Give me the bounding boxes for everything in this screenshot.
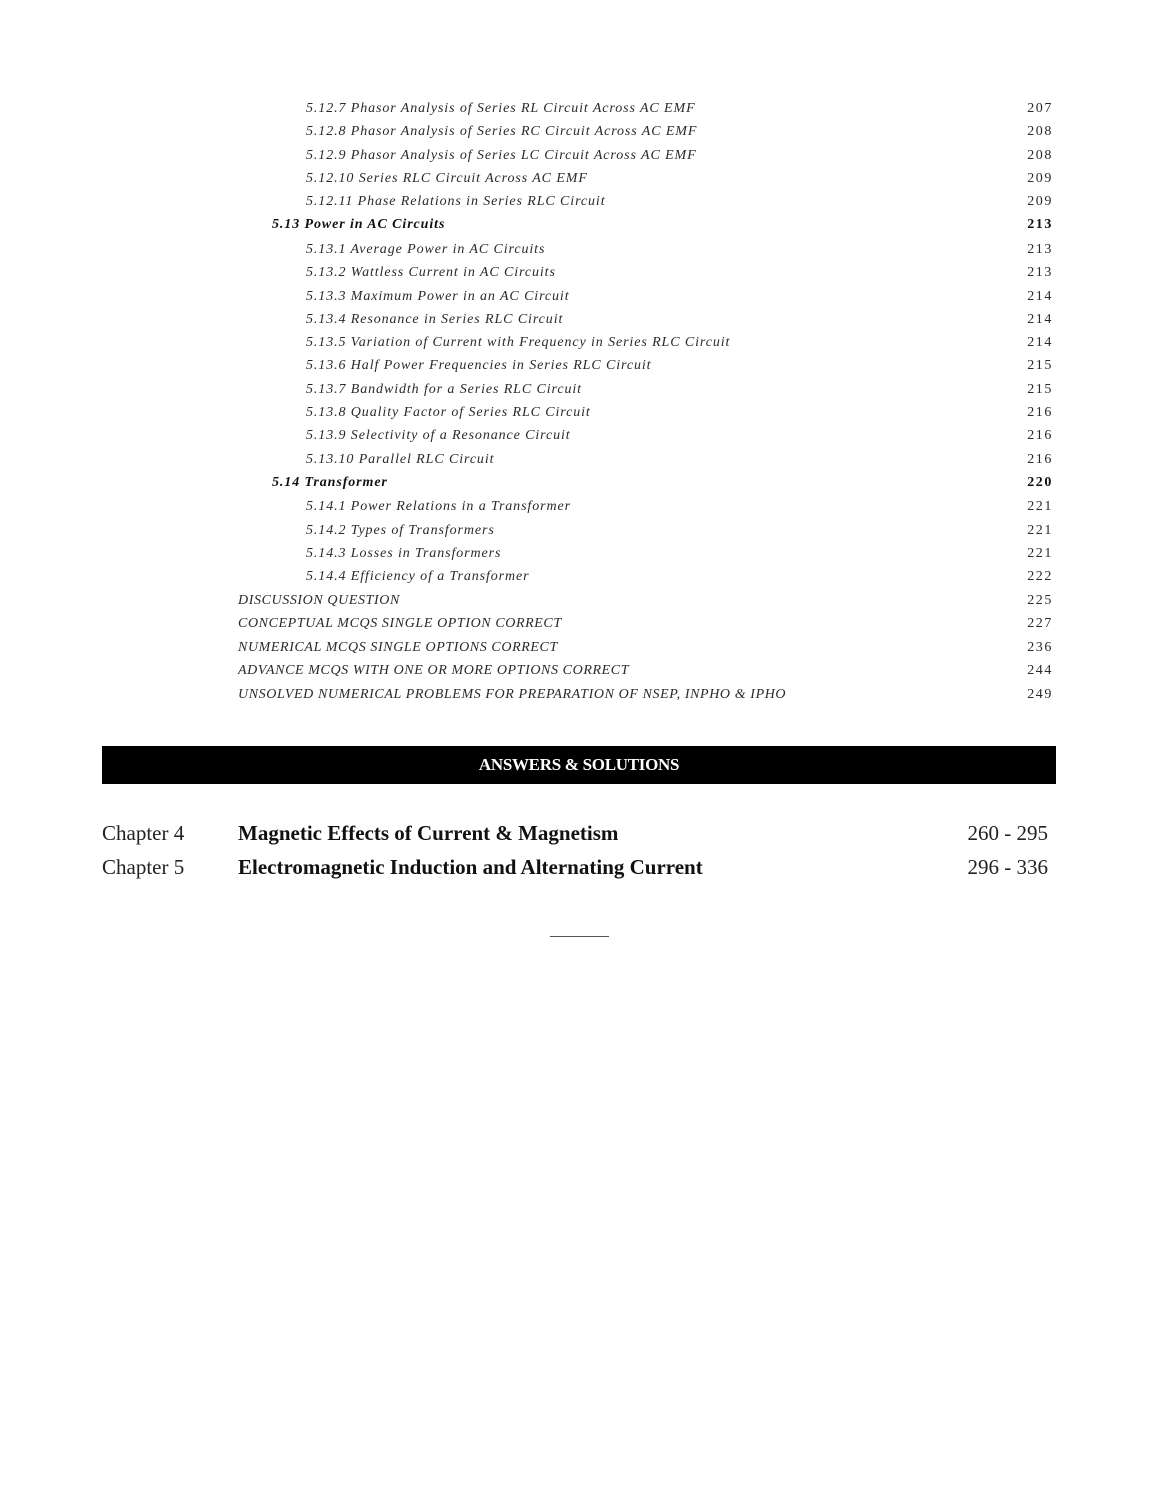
toc-entry-page: 221	[1027, 546, 1053, 562]
toc-entry-page: 215	[1027, 381, 1053, 397]
toc-entry-title: ADVANCE MCQS WITH ONE OR MORE OPTIONS CORRECT	[238, 663, 630, 679]
toc-entry-page: 225	[1027, 592, 1053, 608]
toc-entry-title: 5.13.3 Maximum Power in an AC Circuit	[306, 288, 570, 304]
toc-entry-title: 5.13.1 Average Power in AC Circuits	[306, 241, 546, 257]
toc-entry-title: 5.12.8 Phasor Analysis of Series RC Circuit Across AC EMF	[306, 124, 698, 140]
toc-entry-title: 5.12.9 Phasor Analysis of Series LC Circuit Across AC EMF	[306, 147, 697, 163]
toc-entry-page: 244	[1027, 663, 1053, 679]
table-of-contents	[0, 98, 1159, 708]
toc-entry-page: 208	[1027, 124, 1053, 140]
toc-subsection-entry[interactable]	[0, 309, 1159, 332]
toc-entry-title: 5.12.11 Phase Relations in Series RLC Circuit	[306, 194, 606, 210]
toc-subsection-entry[interactable]	[0, 191, 1159, 214]
chapter-name: Electromagnetic Induction and Alternating Current	[238, 855, 703, 879]
toc-entry-page: 220	[1027, 474, 1053, 490]
toc-subsection-entry[interactable]	[0, 168, 1159, 191]
chapter-pages: 296 - 336	[967, 855, 1048, 879]
toc-entry-title: 5.14.2 Types of Transformers	[306, 522, 495, 538]
toc-subsection-entry[interactable]	[0, 239, 1159, 262]
toc-subsection-entry[interactable]	[0, 121, 1159, 144]
toc-subsection-entry[interactable]	[0, 262, 1159, 285]
chapter-label: Chapter 5	[102, 855, 185, 879]
toc-entry-title: 5.13.6 Half Power Frequencies in Series RLC Circuit	[306, 358, 652, 374]
toc-subsection-entry[interactable]	[0, 145, 1159, 168]
toc-entry-title: CONCEPTUAL MCQS SINGLE OPTION CORRECT	[238, 616, 562, 632]
toc-entry-page: 216	[1027, 405, 1053, 421]
toc-entry-title: 5.13.7 Bandwidth for a Series RLC Circuit	[306, 381, 582, 397]
toc-entry-title: 5.14 Transformer	[272, 474, 388, 490]
toc-entry-title: 5.13 Power in AC Circuits	[272, 217, 446, 233]
chapter-pages: 260 - 295	[967, 821, 1048, 845]
toc-entry-page: 215	[1027, 358, 1053, 374]
toc-entry-page: 214	[1027, 311, 1053, 327]
toc-entry-page: 208	[1027, 147, 1053, 163]
toc-entry-title: 5.13.4 Resonance in Series RLC Circuit	[306, 311, 564, 327]
banner-title: ANSWERS & SOLUTIONS	[478, 755, 680, 774]
toc-entry-page: 227	[1027, 616, 1053, 632]
toc-section-entry[interactable]	[0, 637, 1159, 661]
toc-subsection-entry[interactable]	[0, 379, 1159, 402]
chapter-row[interactable]	[0, 818, 1159, 852]
toc-entry-title: 5.13.8 Quality Factor of Series RLC Circuit	[306, 405, 591, 421]
toc-entry-page: 216	[1027, 451, 1053, 467]
toc-entry-page: 214	[1027, 335, 1053, 351]
toc-subsection-entry[interactable]	[0, 449, 1159, 472]
toc-subsection-entry[interactable]	[0, 332, 1159, 355]
toc-entry-page: 221	[1027, 522, 1053, 538]
toc-entry-page: 214	[1027, 288, 1053, 304]
toc-entry-page: 207	[1027, 101, 1053, 116]
toc-subsection-entry[interactable]	[0, 355, 1159, 378]
toc-heading-entry[interactable]	[0, 472, 1159, 497]
toc-entry-page: 213	[1027, 241, 1053, 257]
toc-subsection-entry[interactable]	[0, 402, 1159, 425]
answers-chapter-list	[0, 818, 1159, 886]
toc-entry-page: 221	[1027, 499, 1053, 515]
toc-entry-page: 213	[1027, 217, 1053, 233]
toc-entry-page: 213	[1027, 265, 1053, 281]
toc-subsection-entry[interactable]	[0, 520, 1159, 543]
toc-entry-title: 5.12.7 Phasor Analysis of Series RL Circuit Across AC EMF	[306, 101, 696, 116]
toc-entry-title: 5.14.3 Losses in Transformers	[306, 546, 502, 562]
toc-subsection-entry[interactable]	[0, 98, 1159, 121]
toc-entry-title: 5.13.5 Variation of Current with Frequency in Series RLC Circuit	[306, 335, 731, 351]
toc-entry-title: DISCUSSION QUESTION	[238, 592, 400, 608]
chapter-name: Magnetic Effects of Current & Magnetism	[238, 821, 619, 845]
toc-entry-page: 216	[1027, 428, 1053, 444]
toc-entry-title: 5.13.2 Wattless Current in AC Circuits	[306, 265, 556, 281]
toc-entry-title: 5.13.10 Parallel RLC Circuit	[306, 451, 495, 467]
toc-entry-title: UNSOLVED NUMERICAL PROBLEMS FOR PREPARATION OF NSEP, INPHO & IPHO	[238, 687, 787, 703]
toc-section-entry[interactable]	[0, 684, 1159, 708]
toc-subsection-entry[interactable]	[0, 566, 1159, 589]
end-divider	[550, 936, 609, 937]
chapter-row[interactable]	[0, 852, 1159, 886]
answers-solutions-banner	[102, 746, 1056, 784]
toc-section-entry[interactable]	[0, 613, 1159, 637]
toc-entry-page: 249	[1027, 687, 1053, 703]
toc-entry-page: 209	[1027, 194, 1053, 210]
toc-heading-entry[interactable]	[0, 214, 1159, 239]
toc-entry-title: 5.14.1 Power Relations in a Transformer	[306, 499, 571, 515]
toc-entry-page: 236	[1027, 639, 1053, 655]
toc-entry-title: NUMERICAL MCQS SINGLE OPTIONS CORRECT	[238, 639, 558, 655]
toc-section-entry[interactable]	[0, 590, 1159, 614]
toc-entry-page: 209	[1027, 170, 1053, 186]
toc-entry-title: 5.14.4 Efficiency of a Transformer	[306, 569, 530, 585]
toc-subsection-entry[interactable]	[0, 496, 1159, 519]
toc-subsection-entry[interactable]	[0, 425, 1159, 448]
toc-entry-title: 5.13.9 Selectivity of a Resonance Circuit	[306, 428, 571, 444]
toc-entry-page: 222	[1027, 569, 1053, 585]
toc-section-entry[interactable]	[0, 660, 1159, 684]
toc-subsection-entry[interactable]	[0, 543, 1159, 566]
toc-entry-title: 5.12.10 Series RLC Circuit Across AC EMF	[306, 170, 588, 186]
toc-subsection-entry[interactable]	[0, 286, 1159, 309]
chapter-label: Chapter 4	[102, 821, 185, 845]
